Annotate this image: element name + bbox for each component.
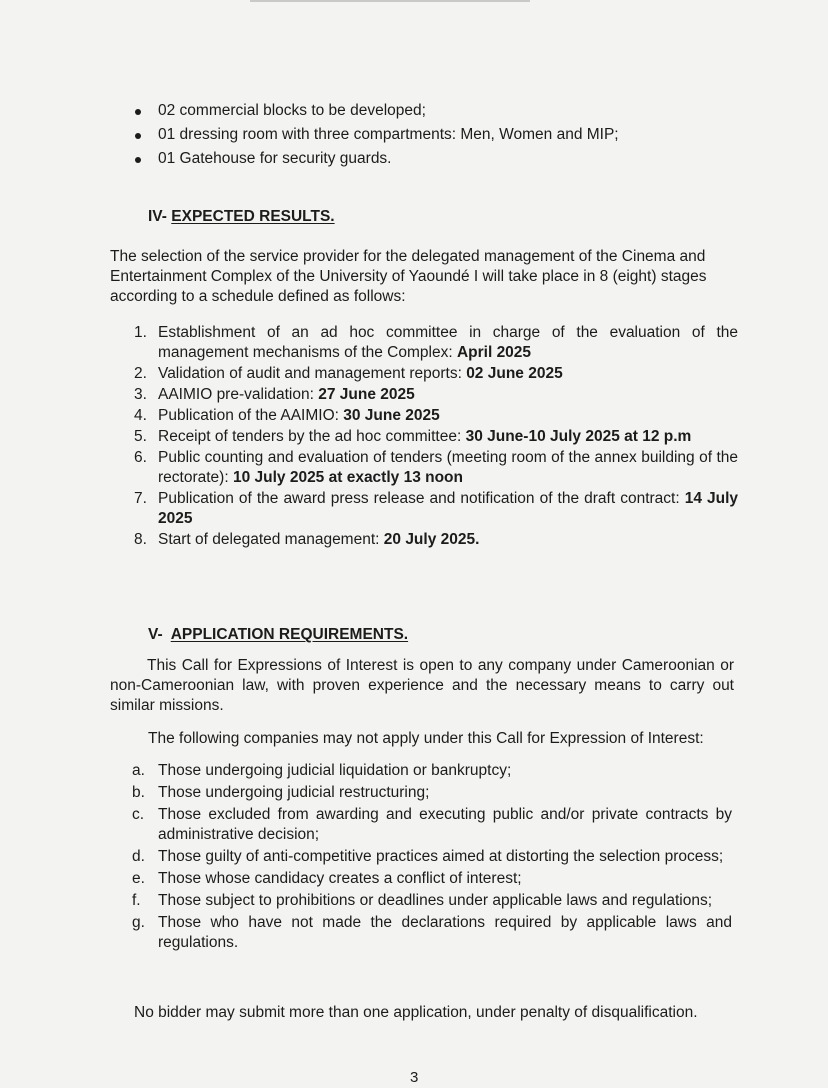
top-edge-line bbox=[250, 0, 530, 2]
facility-bullet-list bbox=[130, 99, 619, 171]
item-letter: a. bbox=[132, 762, 145, 779]
section-number: V- bbox=[148, 626, 163, 643]
item-date: 02 June 2025 bbox=[466, 365, 563, 382]
schedule-item bbox=[110, 406, 738, 426]
section-title: APPLICATION REQUIREMENTS. bbox=[170, 626, 409, 643]
item-text: Establishment of an ad hoc committee in charge of the evaluation of the management mechanisms of the Complex: bbox=[158, 324, 738, 361]
item-text: Those who have not made the declarations required by applicable laws and regulations. bbox=[158, 914, 732, 951]
item-text: Publication of the AAIMIO: bbox=[158, 407, 344, 424]
item-letter: f. bbox=[132, 892, 141, 909]
schedule-item bbox=[110, 323, 738, 363]
schedule-item bbox=[110, 385, 738, 405]
schedule-item bbox=[110, 489, 738, 529]
item-text: Those subject to prohibitions or deadlines under applicable laws and regulations; bbox=[158, 892, 713, 909]
list-item bbox=[130, 147, 619, 171]
schedule-item bbox=[110, 427, 738, 447]
bullet-text: 02 commercial blocks to be developed; bbox=[158, 102, 426, 119]
item-letter: g. bbox=[132, 914, 145, 931]
item-number: 2. bbox=[134, 365, 147, 382]
item-text: Receipt of tenders by the ad hoc committee: bbox=[158, 428, 466, 445]
item-text: Public counting and evaluation of tenders (meeting room of the annex building of the rectorate): bbox=[158, 449, 738, 486]
item-date: 14 July 2025 bbox=[158, 490, 739, 527]
exclusion-item bbox=[132, 783, 732, 803]
exclusion-list bbox=[132, 761, 732, 955]
item-text: Those excluded from awarding and executing public and/or private contracts by administrative decision; bbox=[158, 806, 732, 843]
item-number: 3. bbox=[134, 386, 147, 403]
schedule-item bbox=[110, 364, 738, 384]
item-text: Validation of audit and management reports: bbox=[158, 365, 467, 382]
section-title: EXPECTED RESULTS. bbox=[171, 208, 335, 225]
item-number: 5. bbox=[134, 428, 147, 445]
item-date: 30 June 2025 bbox=[343, 407, 440, 424]
section-number: IV- bbox=[148, 208, 167, 225]
bullet-icon bbox=[135, 157, 141, 163]
bullet-text: 01 Gatehouse for security guards. bbox=[158, 150, 392, 167]
schedule-list bbox=[110, 323, 738, 551]
schedule-item bbox=[110, 530, 738, 550]
item-date: 20 July 2025. bbox=[383, 531, 480, 548]
item-date: 30 June-10 July 2025 at 12 p.m bbox=[465, 428, 692, 445]
bullet-text: 01 dressing room with three compartments: Men, Women and MIP; bbox=[158, 126, 619, 143]
closing-statement: No bidder may submit more than one application, under penalty of disqualification. bbox=[134, 1004, 698, 1021]
item-letter: d. bbox=[132, 848, 145, 865]
section-5-heading bbox=[148, 625, 408, 645]
section-4-heading bbox=[148, 207, 335, 227]
exclusion-item bbox=[132, 891, 732, 911]
section-4-intro: The selection of the service provider for the delegated management of the Cinema and Entertainment Complex of the University of Yaoundé I will take place in 8 (eight) stages according to a schedule defined as follows: bbox=[110, 248, 707, 305]
item-text: Start of delegated management: bbox=[158, 531, 384, 548]
exclusion-item bbox=[132, 913, 732, 953]
item-text: Publication of the award press release and notification of the draft contract: bbox=[158, 490, 685, 507]
item-date: 10 July 2025 at exactly 13 noon bbox=[232, 469, 463, 486]
item-text: Those guilty of anti-competitive practices aimed at distorting the selection process; bbox=[158, 848, 724, 865]
bullet-icon bbox=[135, 133, 141, 139]
item-letter: c. bbox=[132, 806, 145, 823]
section-5-paragraph-1: This Call for Expressions of Interest is open to any company under Cameroonian or non-Cameroonian law, with proven experience and the necessary means to carry out similar missions. bbox=[110, 657, 734, 714]
item-date: 27 June 2025 bbox=[318, 386, 415, 403]
item-number: 8. bbox=[134, 531, 147, 548]
item-letter: b. bbox=[132, 784, 145, 801]
exclusion-item bbox=[132, 869, 732, 889]
list-item bbox=[130, 123, 619, 147]
item-text: Those undergoing judicial restructuring; bbox=[158, 784, 430, 801]
item-number: 4. bbox=[134, 407, 147, 424]
list-item bbox=[130, 99, 619, 123]
bullet-icon bbox=[135, 109, 141, 115]
exclusion-item bbox=[132, 847, 732, 867]
item-number: 1. bbox=[134, 324, 147, 341]
item-letter: e. bbox=[132, 870, 145, 887]
page-number: 3 bbox=[410, 1069, 419, 1086]
item-number: 7. bbox=[134, 490, 147, 507]
item-date: April 2025 bbox=[456, 344, 532, 361]
item-text: Those whose candidacy creates a conflict of interest; bbox=[158, 870, 522, 887]
exclusion-item bbox=[132, 761, 732, 781]
item-text: AAIMIO pre-validation: bbox=[158, 386, 319, 403]
section-5-paragraph-2: The following companies may not apply under this Call for Expression of Interest: bbox=[148, 730, 704, 747]
item-text: Those undergoing judicial liquidation or bankruptcy; bbox=[158, 762, 512, 779]
schedule-item bbox=[110, 448, 738, 488]
exclusion-item bbox=[132, 805, 732, 845]
item-number: 6. bbox=[134, 449, 147, 466]
